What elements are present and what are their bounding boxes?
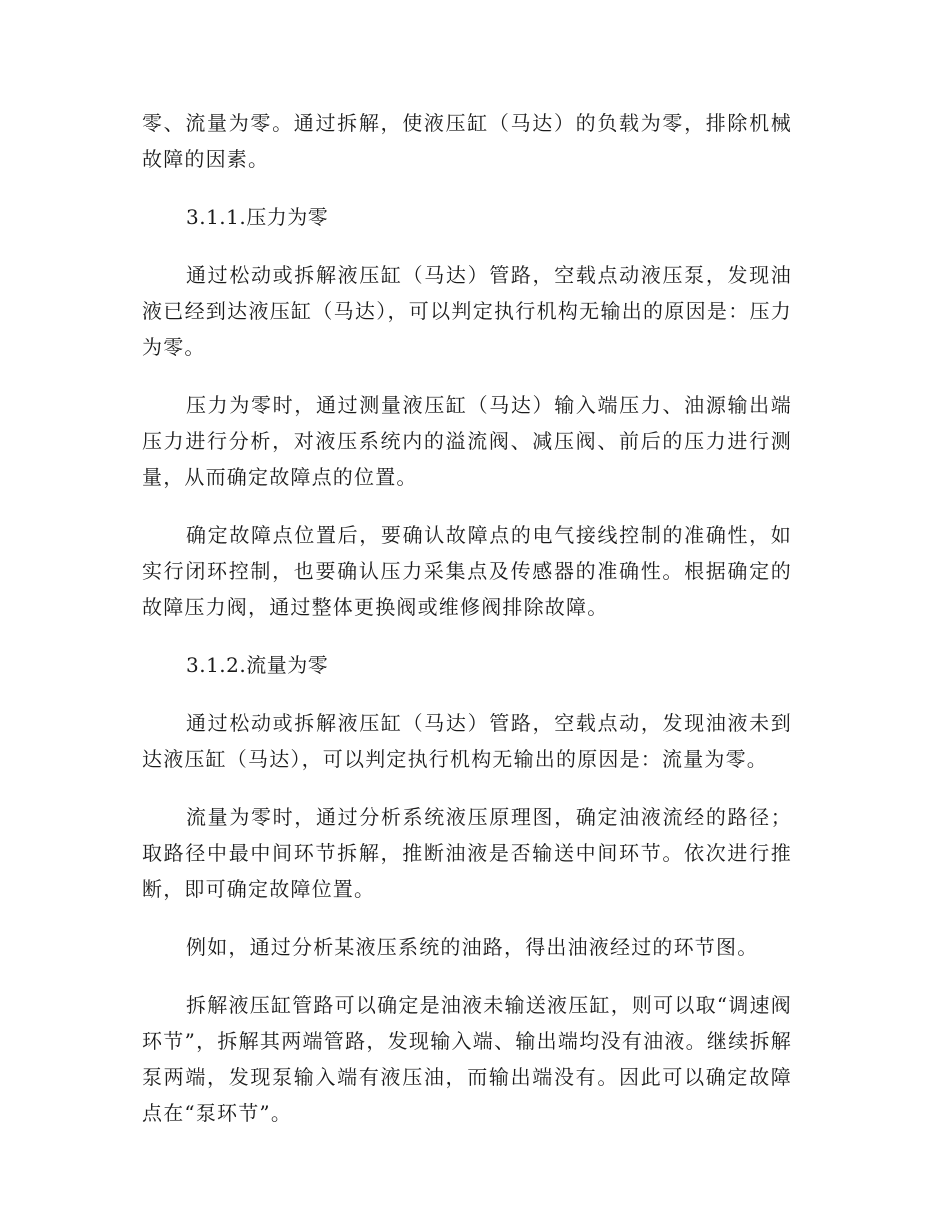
- paragraph-continued: 零、流量为零。通过拆解，使液压缸（马达）的负载为零，排除机械故障的因素。: [142, 111, 792, 171]
- paragraph: 通过松动或拆解液压缸（马达）管路，空载点动，发现油液未到达液压缸（马达），可以判定执行机构无输出的原因是：流量为零。: [142, 711, 792, 771]
- paragraph: 例如，通过分析某液压系统的油路，得出油液经过的环节图。: [186, 935, 759, 959]
- document-body: [142, 105, 792, 1153]
- paragraph: 流量为零时，通过分析系统液压原理图，确定油液流经的路径；取路径中最中间环节拆解，推断油液是否输送中间环节。依次进行推断，即可确定故障位置。: [142, 805, 792, 901]
- paragraph: 拆解液压缸管路可以确定是油液未输送液压缸，则可以取“调速阀环节”，拆解其两端管路，发现输入端、输出端均没有油液。继续拆解泵两端，发现泵输入端有液压油，而输出端没有。因此可以确定故障点在“泵环节”。: [142, 993, 792, 1125]
- section-heading-3-1-2: 3.1.2.流量为零: [186, 653, 329, 677]
- paragraph: 确定故障点位置后，要确认故障点的电气接线控制的准确性，如实行闭环控制，也要确认压力采集点及传感器的准确性。根据确定的故障压力阀，通过整体更换阀或维修阀排除故障。: [142, 523, 792, 619]
- section-heading-3-1-1: 3.1.1.压力为零: [186, 205, 329, 229]
- paragraph: 压力为零时，通过测量液压缸（马达）输入端压力、油源输出端压力进行分析，对液压系统内的溢流阀、减压阀、前后的压力进行测量，从而确定故障点的位置。: [142, 393, 792, 489]
- paragraph: 通过松动或拆解液压缸（马达）管路，空载点动液压泵，发现油液已经到达液压缸（马达），可以判定执行机构无输出的原因是：压力为零。: [142, 263, 792, 359]
